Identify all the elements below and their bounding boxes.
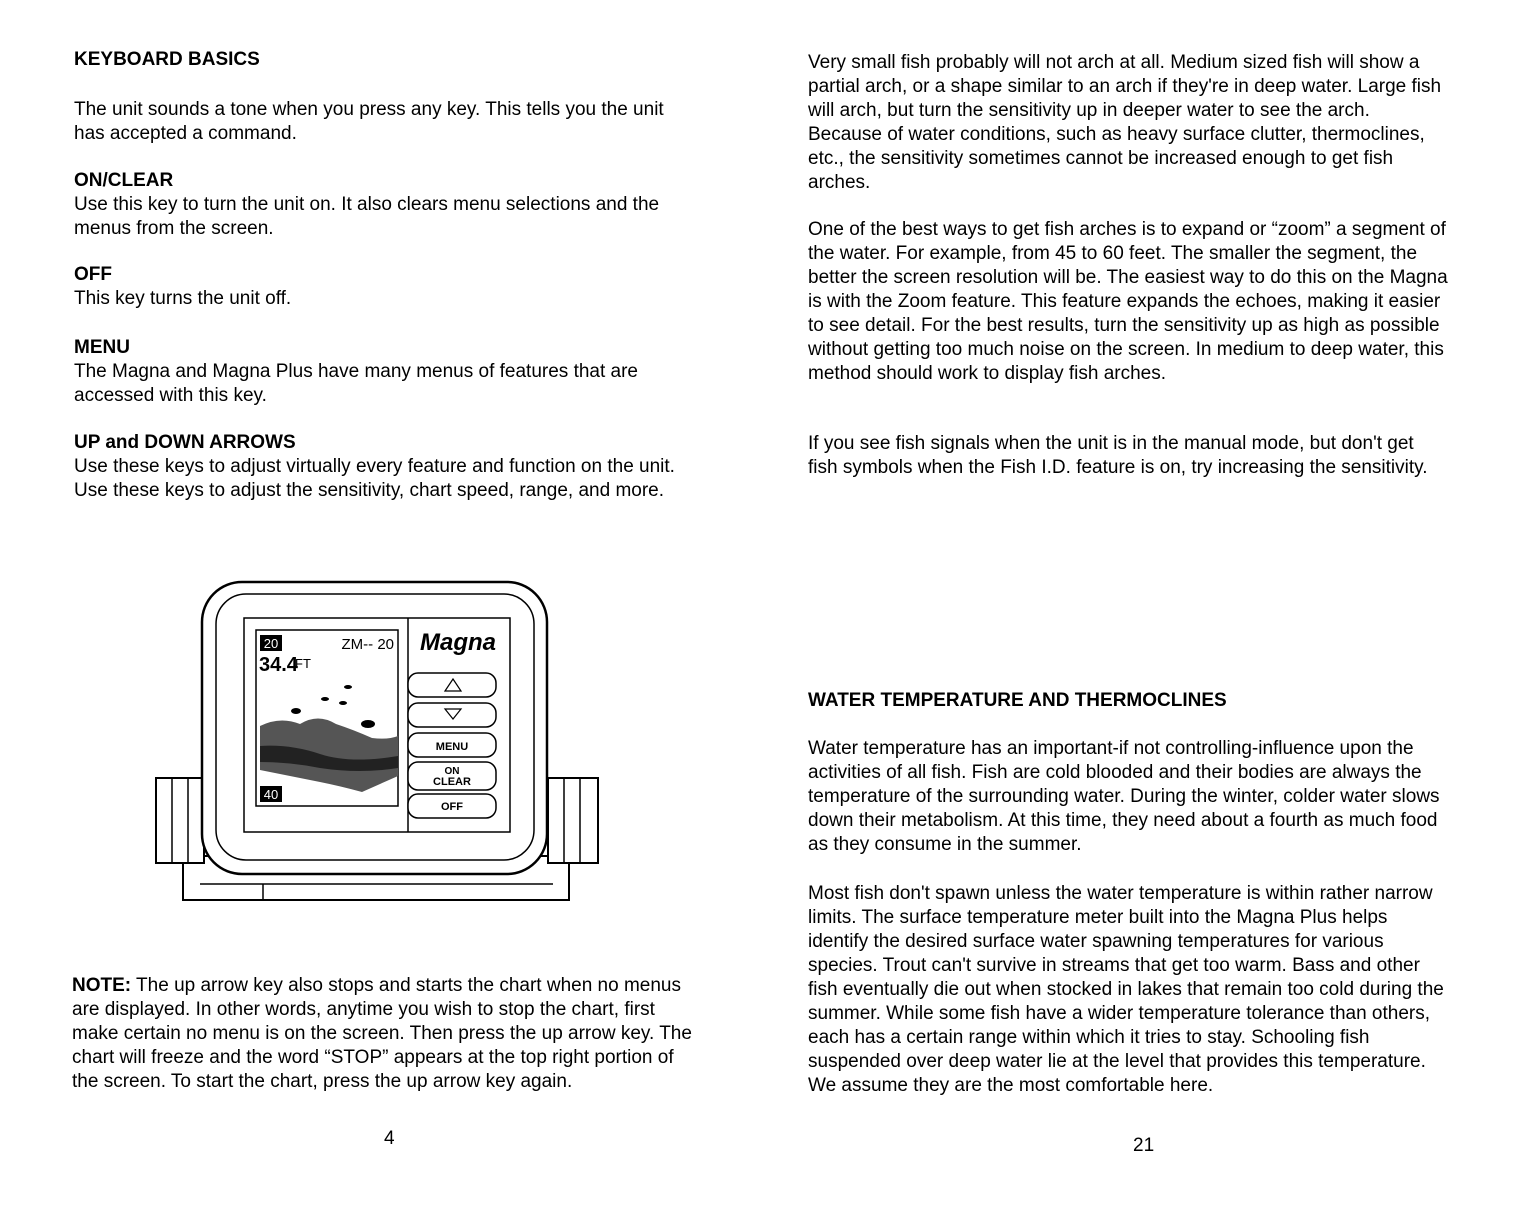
right-page (760, 0, 1520, 1222)
keyboard-basics-heading: KEYBOARD BASICS (74, 49, 260, 70)
right-knob (548, 778, 598, 863)
off-key-label: OFF (441, 801, 463, 813)
on-key-label: ON (444, 766, 460, 777)
magna-device-illustration (150, 578, 610, 908)
water-temperature-heading: WATER TEMPERATURE AND THERMOCLINES (808, 690, 1227, 711)
zoom-label: ZM-- 20 (341, 636, 394, 653)
off-text: This key turns the unit off. (74, 288, 292, 309)
menu-heading: MENU (74, 337, 130, 358)
fish-id-paragraph: If you see fish signals when the unit is in the manual mode, but don't get fish symbols when the Fish I.D. feature is on, try increasing the sensitivity. (808, 433, 1428, 478)
menu-text: The Magna and Magna Plus have many menus of features that are accessed with this key. (74, 361, 638, 406)
down-arrow-key[interactable] (408, 703, 496, 727)
page-number-right: 21 (1133, 1135, 1155, 1156)
note-label: NOTE: (72, 975, 132, 996)
note-paragraph (72, 974, 702, 1094)
arrows-heading: UP and DOWN ARROWS (74, 432, 296, 453)
note-text: The up arrow key also stops and starts the chart when no menus are displayed. In other words, anytime you wish to stop the chart, first make certain no menu is on the screen. Then press the up arrow key. The chart will freeze and the word “STOP” appears at the top right portion of the screen. To start the chart, press the up arrow key again. (72, 975, 692, 1092)
on-clear-text: Use this key to turn the unit on. It also clears menu selections and the menus from the screen. (74, 194, 660, 239)
on-clear-heading: ON/CLEAR (74, 170, 174, 191)
brand-logo: Magna (419, 629, 497, 656)
depth-readout: 34.4 (259, 654, 298, 676)
off-heading: OFF (74, 264, 112, 285)
arrows-text: Use these keys to adjust virtually every feature and function on the unit. Use these keys to adjust the sensitivity, chart speed, range, and more. (74, 456, 675, 501)
bottom-range-label: 40 (263, 787, 279, 802)
keyboard-basics-text: The unit sounds a tone when you press any key. This tells you the unit has accepted a command. (74, 99, 664, 144)
left-knob (156, 778, 204, 863)
spawning-paragraph: Most fish don't spawn unless the water temperature is within rather narrow limits. The surface temperature meter built into the Magna Plus helps identify the desired surface water spawning temperatures for various species. Trout can't survive in streams that get too warm. Bass and other fish eventually die out when stocked in lakes that remain too cold during the summer. While some fish have a wider temperature tolerance than others, each has a certain range within which it tries to stay. Schooling fish suspended over deep water lie at the level that provides this temperature. We assume they are the most comfortable here. (808, 883, 1444, 1096)
page-number-left: 4 (384, 1128, 395, 1149)
clear-key-label: CLEAR (433, 776, 471, 788)
depth-unit: FT (295, 656, 311, 671)
up-arrow-key[interactable] (408, 673, 496, 697)
menu-key-label: MENU (435, 741, 469, 753)
water-temperature-paragraph: Water temperature has an important-if not controlling-influence upon the activities of all fish. Fish are cold blooded and their bodies are always the temperature of the surrounding water. During the winter, colder water slows down their metabolism. At this time, they need about a fourth as much food as they consume in the summer. (808, 738, 1440, 855)
zoom-paragraph: One of the best ways to get fish arches is to expand or “zoom” a segment of the water. For example, from 45 to 60 feet. The smaller the segment, the better the screen resolution will be. The easiest way to do this on the Magna is with the Zoom feature. This feature expands the echoes, making it easier to see detail. For the best results, turn the sensitivity up as high as possible without getting too much noise on the screen. In medium to deep water, this method should work to display fish arches. (808, 219, 1448, 384)
top-range-label: 20 (263, 636, 279, 651)
fish-arch-paragraph: Very small fish probably will not arch at all. Medium sized fish will show a partial arch, or a shape similar to an arch if they're in deep water. Large fish will arch, but turn the sensitivity up in deeper water to see the arch. Because of water conditions, such as heavy surface clutter, thermoclines, etc., the sensitivity sometimes cannot be increased enough to get fish arches. (808, 52, 1442, 193)
